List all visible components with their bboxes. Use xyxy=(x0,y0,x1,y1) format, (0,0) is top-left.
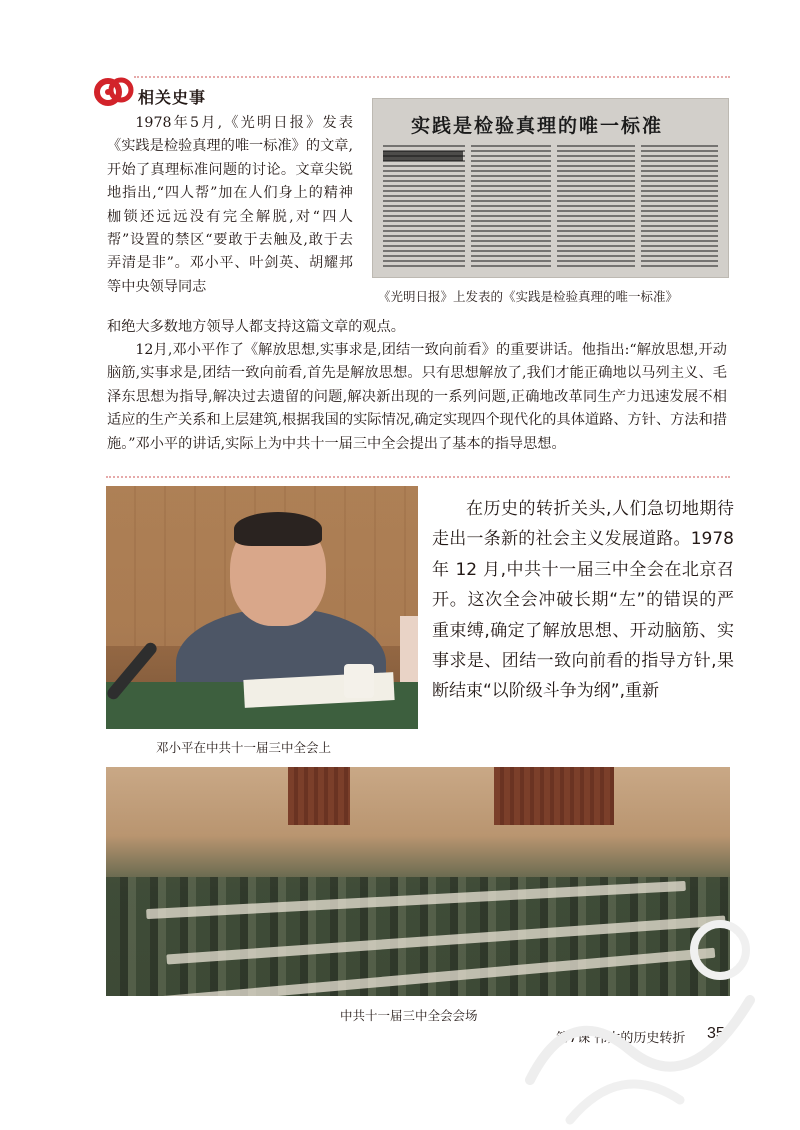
watermark-decoration xyxy=(510,880,790,1130)
sidebar-paragraph-1: 1978年5月,《光明日报》发表《实践是检验真理的唯一标准》的文章,开始了真理标准问题的讨论。文章尖锐地指出,“四人帮”加在人们身上的精神枷锁还远远没有完全解脱,对“四人帮”设置的禁区“要敢于去触及,敢于去弄清是非”。邓小平、叶剑英、胡耀邦等中央领导同志 xyxy=(107,115,353,295)
meeting-hall-caption: 中共十一届三中全会会场 xyxy=(340,1008,478,1023)
lesson-title: 第7课 伟大的历史转折 xyxy=(556,1031,686,1046)
portrait-caption: 邓小平在中共十一届三中全会上 xyxy=(156,740,332,755)
sidebar-paragraph-2: 12月,邓小平作了《解放思想,实事求是,团结一致向前看》的重要讲话。他指出:“解放思想,开动脑筋,实事求是,团结一致向前看,首先是解放思想。只有思想解放了,我们才能正确地以马列主义、毛泽东思想为指导,解决过去遗留的问题,解决新出现的一系列问题,正确地改革同生产力迅速发展不相适应的生产关系和上层建筑,根据我国的实际情况,确定实现四个现代化的具体道路、方针、方法和措施。”邓小平的讲话,实际上为中共十一届三中全会提出了基本的指导思想。 xyxy=(107,342,727,452)
section-end-divider xyxy=(106,476,730,478)
portrait-photo xyxy=(106,486,418,729)
newspaper-image xyxy=(372,98,729,278)
newspaper-caption: 《光明日报》上发表的《实践是检验真理的唯一标准》 xyxy=(378,289,679,304)
section-logo-icon xyxy=(94,74,134,114)
sidebar-paragraph-1-end: 和绝大多数地方领导人都支持这篇文章的观点。 xyxy=(107,319,405,335)
main-body-text: 在历史的转折关头,人们急切地期待走出一条新的社会主义发展道路。1978 年 12 月,中共十一届三中全会在北京召开。这次全会冲破长期“左”的错误的严重束缚,确定了解放思想、开动脑筋、实事求是、团结一致向前看的指导方针,果断结束“以阶级斗争为纲”,重新 xyxy=(432,499,734,702)
section-title: 相关史事 xyxy=(138,88,207,107)
top-divider xyxy=(134,76,730,78)
newspaper-headline: 实践是检验真理的唯一标准 xyxy=(411,115,664,137)
newspaper-subheading xyxy=(383,151,463,161)
page-number: 35 xyxy=(707,1025,725,1042)
